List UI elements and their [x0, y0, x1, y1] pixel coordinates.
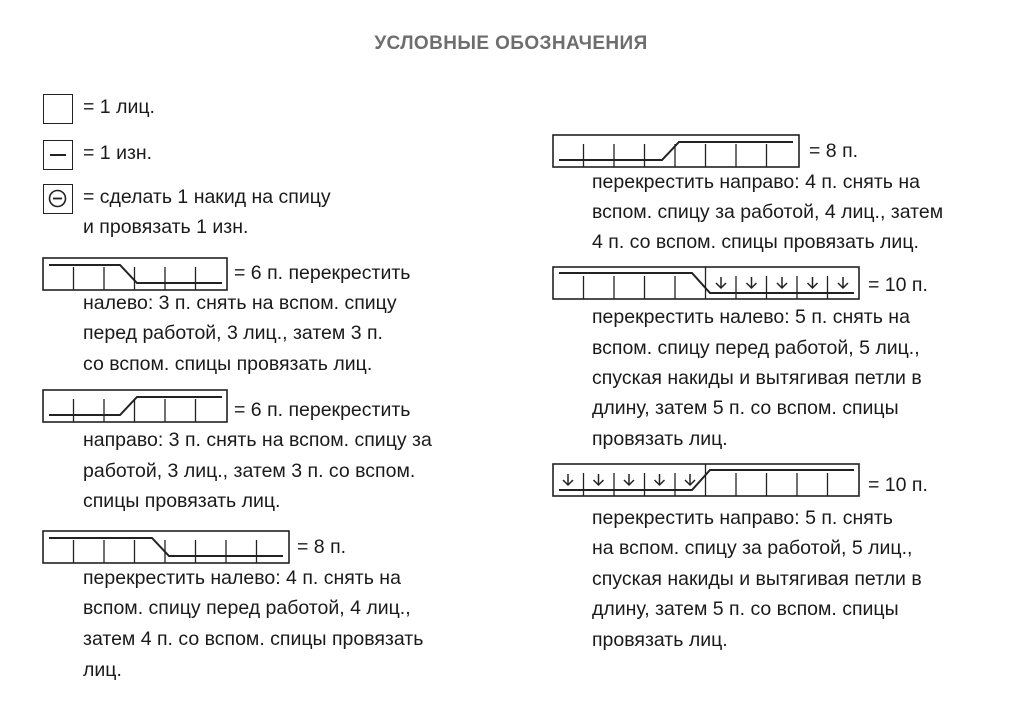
knit-stitch-symbol	[43, 94, 73, 124]
cross-8-left-line-5: лиц.	[83, 659, 122, 681]
purl-stitch-symbol	[43, 140, 73, 170]
cross-6-left-line-4: со вспом. спицы провязать лиц.	[83, 353, 373, 375]
cross-10-left-line-1: = 10 п.	[868, 274, 928, 296]
yarn-over-purl-symbol	[43, 184, 73, 214]
cross-10-left-symbol	[552, 266, 860, 300]
cross-10-right-line-5: длину, затем 5 п. со вспом. спицы	[592, 598, 899, 620]
cross-6-left-symbol	[42, 257, 228, 291]
cross-8-left-symbol	[42, 530, 290, 564]
yarn-over-purl-line-1: = сделать 1 накид на спицу	[83, 186, 331, 208]
cross-6-left-line-2: налево: 3 п. снять на вспом. спицу	[83, 292, 397, 314]
knit-label: = 1 лиц.	[83, 96, 155, 118]
cross-6-right-line-2: направо: 3 п. снять на вспом. спицу за	[83, 429, 432, 451]
cross-8-right-line-4: 4 п. со вспом. спицы провязать лиц.	[592, 231, 919, 253]
cross-8-left-line-3: вспом. спицу перед работой, 4 лиц.,	[83, 597, 411, 619]
cross-8-left-line-1: = 8 п.	[297, 536, 347, 558]
cross-8-left-line-4: затем 4 п. со вспом. спицы провязать	[83, 628, 424, 650]
cross-6-left-line-1: = 6 п. перекрестить	[234, 262, 411, 284]
cross-10-right-line-1: = 10 п.	[868, 474, 928, 496]
cross-8-left-line-2: перекрестить налево: 4 п. снять на	[83, 567, 401, 589]
cross-8-right-line-1: = 8 п.	[809, 140, 859, 162]
cross-6-right-symbol	[42, 389, 228, 423]
cross-10-left-line-5: длину, затем 5 п. со вспом. спицы	[592, 397, 899, 419]
purl-label: = 1 изн.	[83, 142, 153, 164]
cross-10-right-line-6: провязать лиц.	[592, 629, 728, 651]
yarn-over-purl-line-2: и провязать 1 изн.	[83, 216, 249, 238]
cross-8-right-line-2: перекрестить направо: 4 п. снять на	[592, 171, 920, 193]
cross-10-right-line-4: спуская накиды и вытягивая петли в	[592, 568, 922, 590]
cross-8-right-line-3: вспом. спицу за работой, 4 лиц., затем	[592, 201, 944, 223]
cross-6-left-line-3: перед работой, 3 лиц., затем 3 п.	[83, 322, 383, 344]
cross-8-right-symbol	[552, 134, 800, 168]
cross-10-left-line-4: спуская накиды и вытягивая петли в	[592, 367, 922, 389]
cross-6-right-line-1: = 6 п. перекрестить	[234, 399, 411, 421]
page-title: УСЛОВНЫЕ ОБОЗНАЧЕНИЯ	[374, 33, 648, 54]
cross-6-right-line-4: спицы провязать лиц.	[83, 490, 281, 512]
cross-10-right-symbol	[552, 463, 860, 497]
cross-6-right-line-3: работой, 3 лиц., затем 3 п. со вспом.	[83, 460, 416, 482]
cross-10-left-line-6: провязать лиц.	[592, 428, 728, 450]
cross-10-left-line-3: вспом. спицу перед работой, 5 лиц.,	[592, 337, 920, 359]
cross-10-right-line-3: на вспом. спицу за работой, 5 лиц.,	[592, 537, 913, 559]
cross-10-right-line-2: перекрестить направо: 5 п. снять	[592, 507, 893, 529]
cross-10-left-line-2: перекрестить налево: 5 п. снять на	[592, 306, 910, 328]
